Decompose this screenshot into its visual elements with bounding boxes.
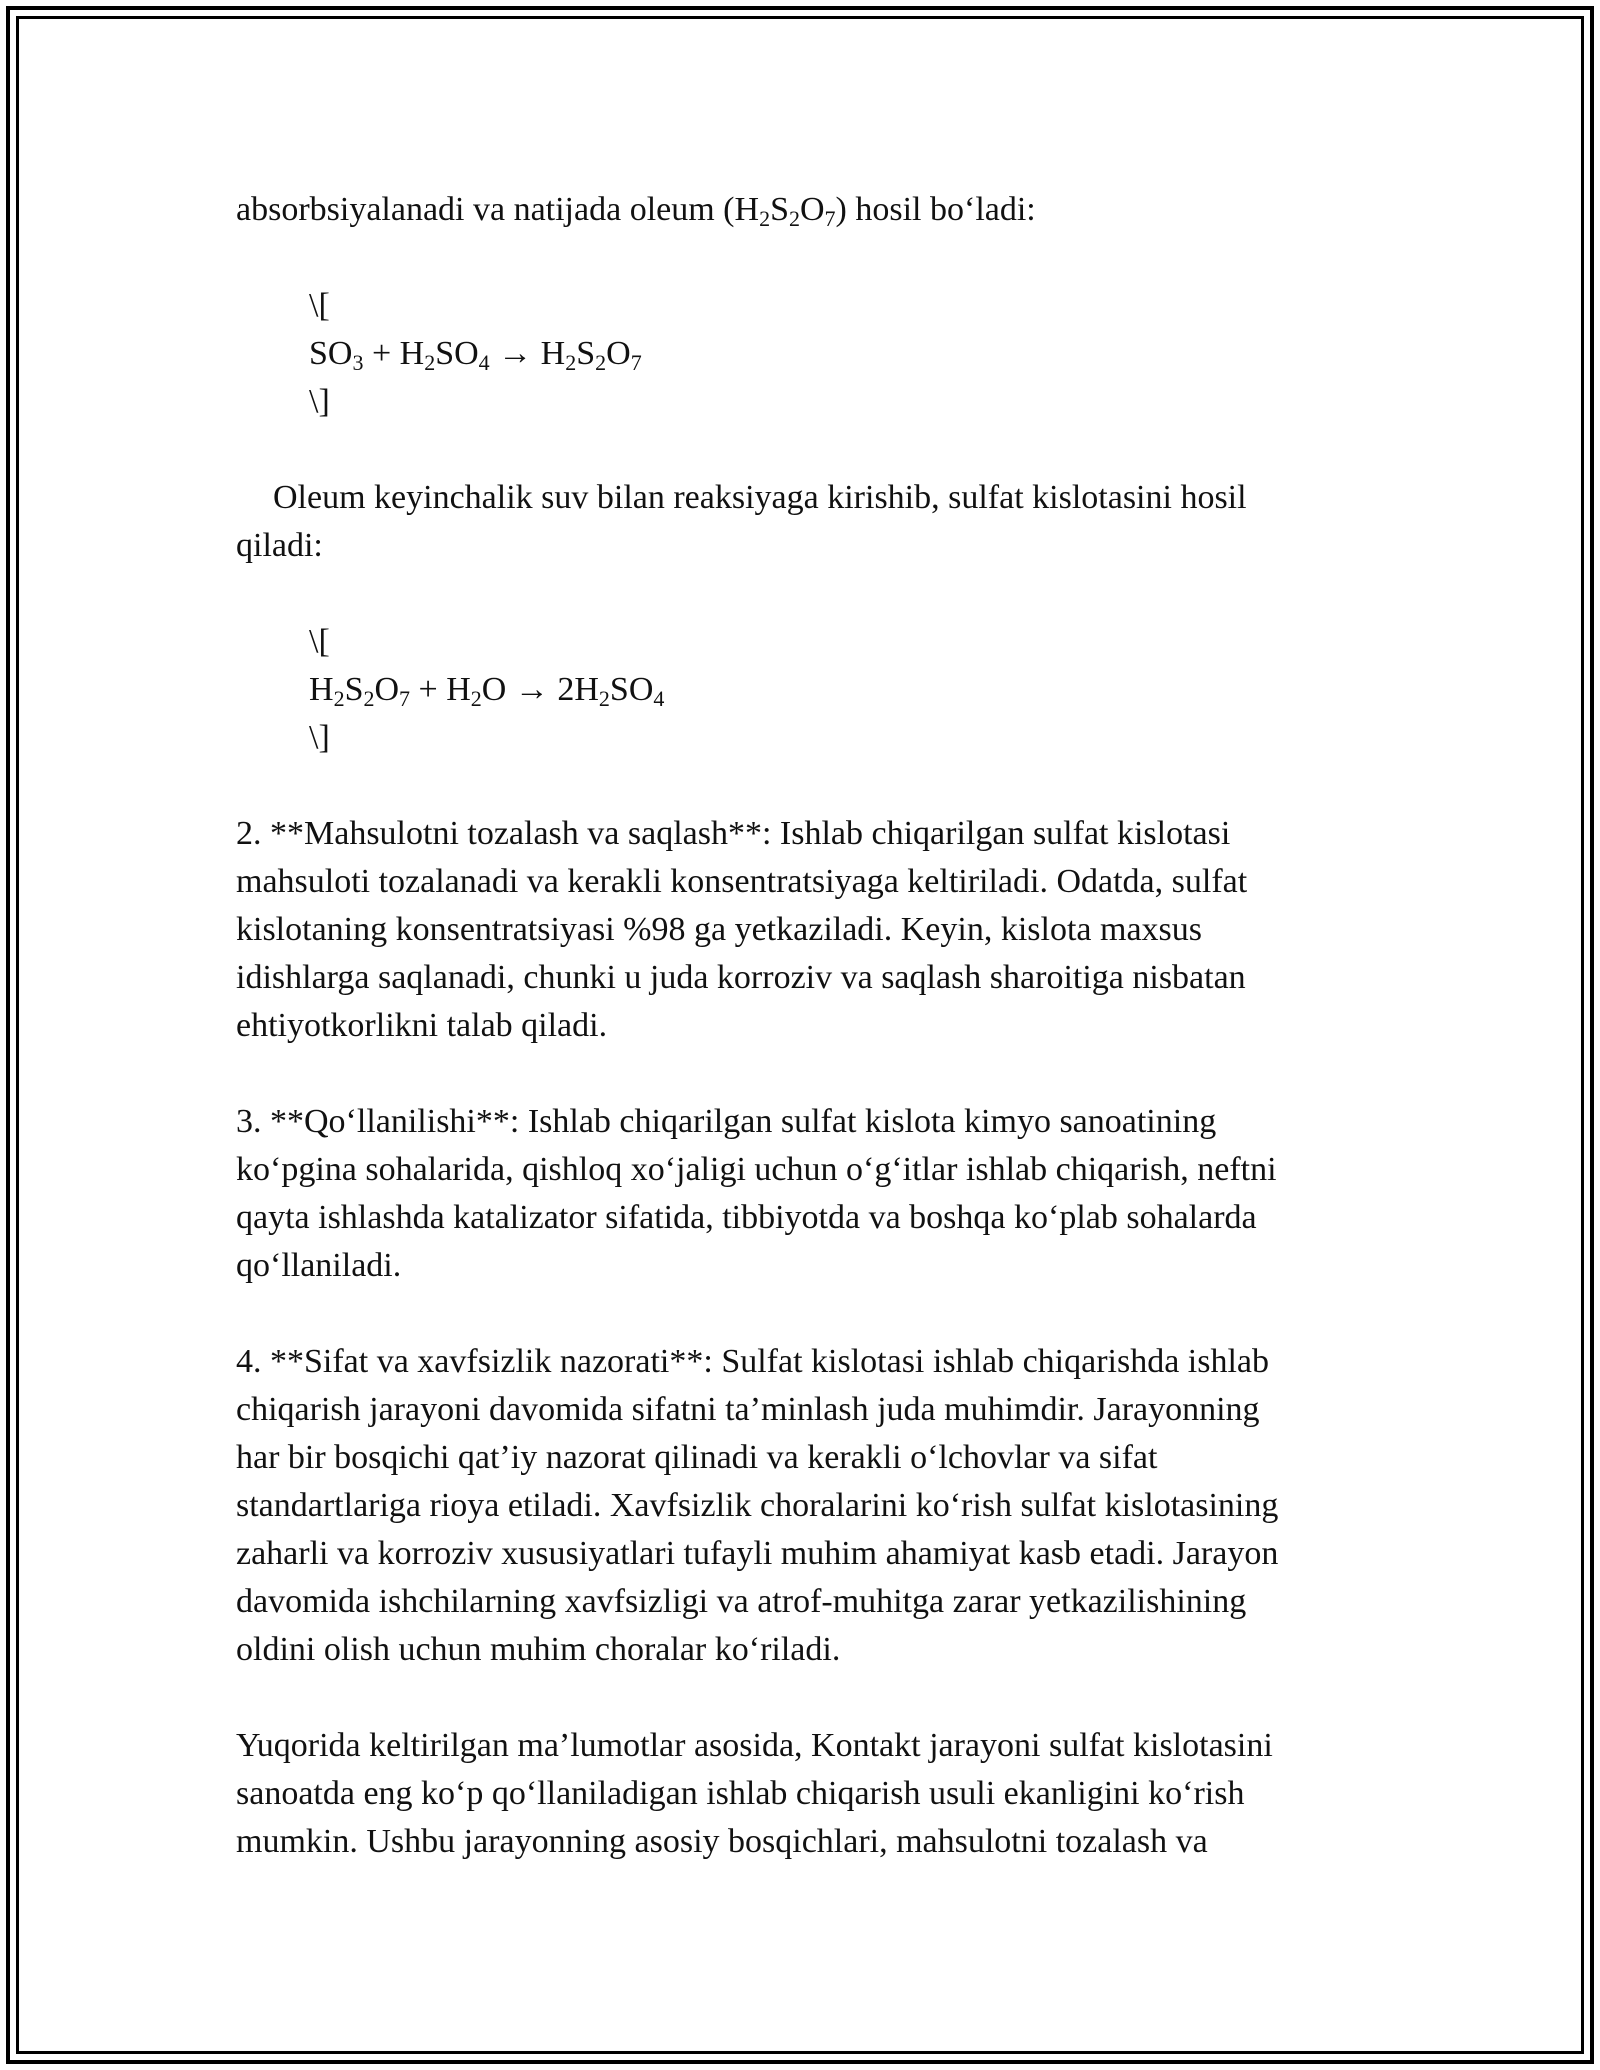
formula-symbol: SO <box>609 671 654 708</box>
list-item-4-line: standartlariga rioya etiladi. Xavfsizlik choralarini ko‘rish sulfat kislotasining <box>236 1487 1279 1524</box>
formula-symbol: O <box>606 335 631 372</box>
equation-1-arrow: → <box>489 335 541 372</box>
list-item-3-line: ko‘pgina sohalarida, qishloq xo‘jaligi uchun o‘g‘itlar ishlab chiqarish, neftni <box>236 1151 1277 1188</box>
formula-subscript: 3 <box>352 350 364 375</box>
formula-symbol: + H <box>410 671 471 708</box>
equation-1-body <box>309 330 1376 378</box>
list-item-2-line: 2. **Mahsulotni tozalash va saqlash**: Ishlab chiqarilgan sulfat kislotasi <box>236 815 1231 852</box>
formula-subscript: 2 <box>595 350 607 375</box>
equation-2-close: \] <box>309 719 330 756</box>
formula-subscript: 4 <box>653 686 665 711</box>
formula-symbol: S <box>576 335 596 372</box>
conclusion-line: sanoatda eng ko‘p qo‘llaniladigan ishlab chiqarish usuli ekanligini ko‘rish <box>236 1775 1245 1812</box>
equation-2-open: \[ <box>309 623 330 660</box>
list-item-4-line: oldini olish uchun muhim choralar ko‘riladi. <box>236 1631 841 1668</box>
formula-symbol: O <box>799 191 825 228</box>
equation-2-body <box>309 666 1376 714</box>
list-item-4-line: davomida ishchilarning xavfsizligi va atrof-muhitga zarar yetkazilishining <box>236 1583 1247 1620</box>
paragraph-oleum <box>236 474 1376 570</box>
list-item-4-line: zaharli va korroziv xususiyatlari tufayli muhim ahamiyat kasb etadi. Jarayon <box>236 1535 1279 1572</box>
conclusion-paragraph <box>236 1722 1376 1866</box>
list-item-3-line: 3. **Qo‘llanilishi**: Ishlab chiqarilgan sulfat kislota kimyo sanoatining <box>236 1103 1217 1140</box>
list-item-3 <box>236 1098 1376 1290</box>
intro-line <box>236 186 1376 234</box>
paragraph-oleum-line-2: qiladi: <box>236 527 323 564</box>
equation-1 <box>309 282 1376 426</box>
list-item-2 <box>236 810 1376 1050</box>
formula-symbol: 2H <box>557 671 599 708</box>
list-item-3-line: qayta ishlashda katalizator sifatida, tibbiyotda va boshqa ko‘plab sohalarda <box>236 1199 1257 1236</box>
formula-subscript: 2 <box>470 686 482 711</box>
equation-2-right <box>557 671 665 711</box>
formula-symbol: H <box>734 191 760 228</box>
formula-symbol: H <box>540 335 566 372</box>
list-item-2-line: ehtiyotkorlikni talab qiladi. <box>236 1007 608 1044</box>
formula-symbol: O <box>481 671 507 708</box>
formula-subscript: 2 <box>565 350 577 375</box>
equation-1-open: \[ <box>309 287 330 324</box>
formula-subscript: 2 <box>363 686 375 711</box>
equation-2-arrow: → <box>506 671 558 708</box>
equation-1-right <box>540 335 642 375</box>
list-item-2-line: idishlarga saqlanadi, chunki u juda korroziv va saqlash sharoitiga nisbatan <box>236 959 1246 996</box>
list-item-4-line: 4. **Sifat va xavfsizlik nazorati**: Sulfat kislotasi ishlab chiqarishda ishlab <box>236 1343 1270 1380</box>
list-item-4 <box>236 1338 1376 1674</box>
formula-subscript: 2 <box>759 206 771 231</box>
equation-1-left <box>309 335 490 375</box>
list-item-2-line: mahsuloti tozalanadi va kerakli konsentratsiyaga keltiriladi. Odatda, sulfat <box>236 863 1248 900</box>
formula-symbol: + H <box>363 335 425 372</box>
formula-subscript: 2 <box>788 206 800 231</box>
list-item-2-line: kislotaning konsentratsiyasi %98 ga yetkaziladi. Keyin, kislota maxsus <box>236 911 1202 948</box>
list-item-3-line: qo‘llaniladi. <box>236 1247 402 1284</box>
equation-1-close: \] <box>309 383 330 420</box>
formula-symbol: S <box>344 671 364 708</box>
formula-subscript: 2 <box>333 686 345 711</box>
oleum-formula <box>734 191 836 231</box>
list-item-4-line: har bir bosqichi qat’iy nazorat qilinadi va kerakli o‘lchovlar va sifat <box>236 1439 1158 1476</box>
formula-subscript: 2 <box>598 686 610 711</box>
formula-subscript: 7 <box>630 350 642 375</box>
formula-symbol: S <box>770 191 789 228</box>
conclusion-line: Yuqorida keltirilgan ma’lumotlar asosida, Kontakt jarayoni sulfat kislotasini <box>236 1727 1273 1764</box>
formula-symbol: O <box>374 671 400 708</box>
conclusion-line: mumkin. Ushbu jarayonning asosiy bosqichlari, mahsulotni tozalash va <box>236 1823 1208 1860</box>
formula-subscript: 7 <box>824 206 836 231</box>
formula-subscript: 4 <box>478 350 490 375</box>
list-item-4-line: chiqarish jarayoni davomida sifatni ta’minlash juda muhimdir. Jarayonning <box>236 1391 1260 1428</box>
formula-subscript: 7 <box>399 686 411 711</box>
equation-2 <box>309 618 1376 762</box>
formula-symbol: SO <box>309 335 353 372</box>
intro-text-after: ) hosil bo‘ladi: <box>835 191 1036 228</box>
intro-text-before: absorbsiyalanadi va natijada oleum ( <box>236 191 735 228</box>
document-page <box>236 186 1376 1866</box>
formula-symbol: H <box>309 671 334 708</box>
formula-subscript: 2 <box>424 350 436 375</box>
equation-2-left <box>309 671 507 711</box>
paragraph-oleum-line-1: Oleum keyinchalik suv bilan reaksiyaga kirishib, sulfat kislotasini hosil <box>273 479 1247 516</box>
formula-symbol: SO <box>435 335 479 372</box>
